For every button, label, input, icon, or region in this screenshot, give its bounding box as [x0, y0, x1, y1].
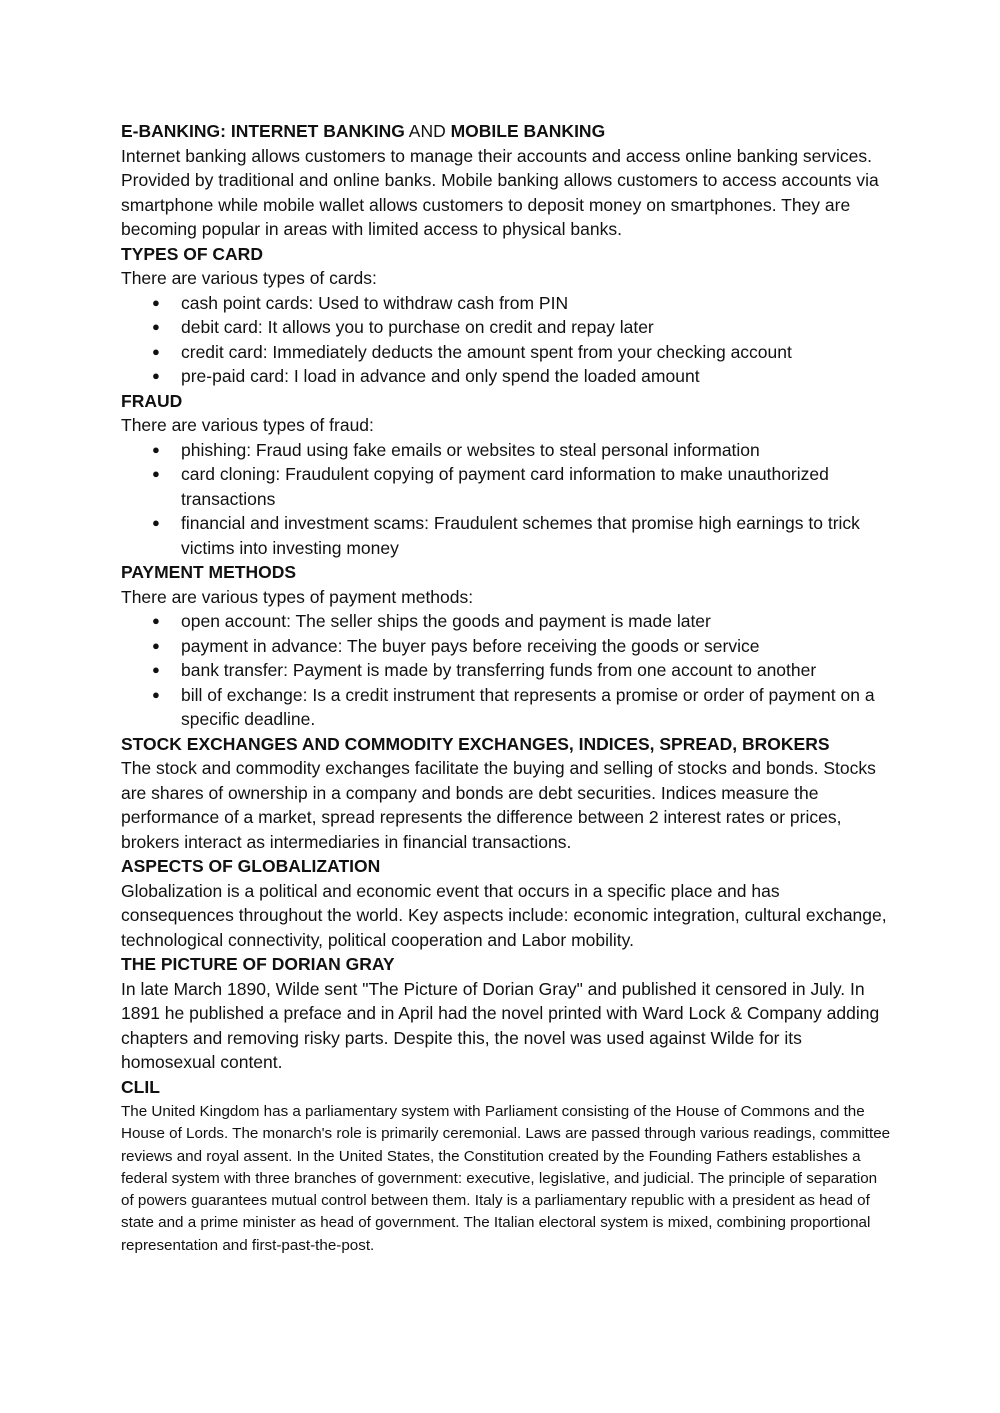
- section-body: Internet banking allows customers to manage their accounts and access online banking services. Provided by traditional and online banks. Mobile banking allows customers to access accounts via smartphone while mobile wallet allows customers to deposit money on smartphones. They are becoming popular in areas with limited access to physical banks.: [121, 145, 879, 239]
- section-fraud: [121, 389, 891, 561]
- list-item: ● financial and investment scams: Fraudulent schemes that promise high earnings to trick victims into investing money: [121, 511, 891, 560]
- section-heading: STOCK EXCHANGES AND COMMODITY EXCHANGES, INDICES, SPREAD, BROKERS: [121, 733, 830, 754]
- list-item: ● payment in advance: The buyer pays before receiving the goods or service: [121, 634, 891, 659]
- section-body: Globalization is a political and economic event that occurs in a specific place and has consequences throughout the world. Key aspects include: economic integration, cultural exchange, technological connectivity, political cooperation and Labor mobility.: [121, 880, 887, 950]
- section-types-of-card: [121, 242, 891, 389]
- list-item: ● pre-paid card: I load in advance and only spend the loaded amount: [121, 364, 891, 389]
- list-item: ● open account: The seller ships the goods and payment is made later: [121, 609, 891, 634]
- section-heading: E-BANKING: INTERNET BANKING AND MOBILE BANKING: [121, 121, 606, 141]
- section-stock-exchanges: [121, 732, 891, 855]
- section-dorian-gray: [121, 952, 891, 1075]
- section-heading: PAYMENT METHODS: [121, 562, 297, 582]
- section-heading: TYPES OF CARD: [121, 243, 263, 264]
- list-item: ● bank transfer: Payment is made by transferring funds from one account to another: [121, 658, 891, 683]
- section-clil: [121, 1075, 891, 1258]
- section-heading: THE PICTURE OF DORIAN GRAY: [121, 954, 395, 974]
- list-item: ● phishing: Fraud using fake emails or websites to steal personal information: [121, 438, 891, 463]
- section-e-banking: [121, 119, 891, 242]
- bullet-list: [121, 609, 891, 732]
- section-body: The United Kingdom has a parliamentary system with Parliament consisting of the House of Commons and the House of Lords. The monarch's role is primarily ceremonial. Laws are passed through various readings, committee reviews and royal assent. In the United States, the Constitution created by the Founding Fathers establishes a federal system with three branches of government: executive, legislative, and judicial. The principle of separation of powers guarantees mutual control between them. Italy is a parliamentary republic with a president as head of state and a prime minister as head of government. The Italian electoral system is mixed, combining proportional representation and first-past-the-post.: [121, 1103, 891, 1254]
- section-globalization: [121, 854, 891, 952]
- list-item: ● bill of exchange: Is a credit instrument that represents a promise or order of payment on a specific deadline.: [121, 683, 891, 732]
- section-heading: FRAUD: [121, 390, 183, 411]
- document-page: [121, 119, 891, 1257]
- section-heading: CLIL: [121, 1076, 160, 1097]
- list-item: ● card cloning: Fraudulent copying of payment card information to make unauthorized transactions: [121, 462, 891, 511]
- section-body: In late March 1890, Wilde sent "The Picture of Dorian Gray" and published it censored in July. In 1891 he published a preface and in April had the novel printed with Ward Lock & Company adding chapters and removing risky parts. Despite this, the novel was used against Wilde for its homosexual content.: [121, 978, 880, 1072]
- section-body: The stock and commodity exchanges facilitate the buying and selling of stocks and bonds. Stocks are shares of ownership in a company and bonds are debt securities. Indices measure the performance of a market, spread represents the difference between 2 interest rates or prices, brokers interact as intermediaries in financial transactions.: [121, 758, 876, 852]
- list-item: ● credit card: Immediately deducts the amount spent from your checking account: [121, 340, 891, 365]
- bullet-list: [121, 438, 891, 561]
- list-item: ● debit card: It allows you to purchase on credit and repay later: [121, 315, 891, 340]
- section-intro: There are various types of payment methods:: [121, 586, 474, 607]
- section-payment-methods: [121, 560, 891, 732]
- section-intro: There are various types of fraud:: [121, 415, 374, 435]
- section-heading: ASPECTS OF GLOBALIZATION: [121, 856, 381, 876]
- section-intro: There are various types of cards:: [121, 268, 377, 288]
- list-item: ● cash point cards: Used to withdraw cash from PIN: [121, 291, 891, 316]
- bullet-list: [121, 291, 891, 389]
